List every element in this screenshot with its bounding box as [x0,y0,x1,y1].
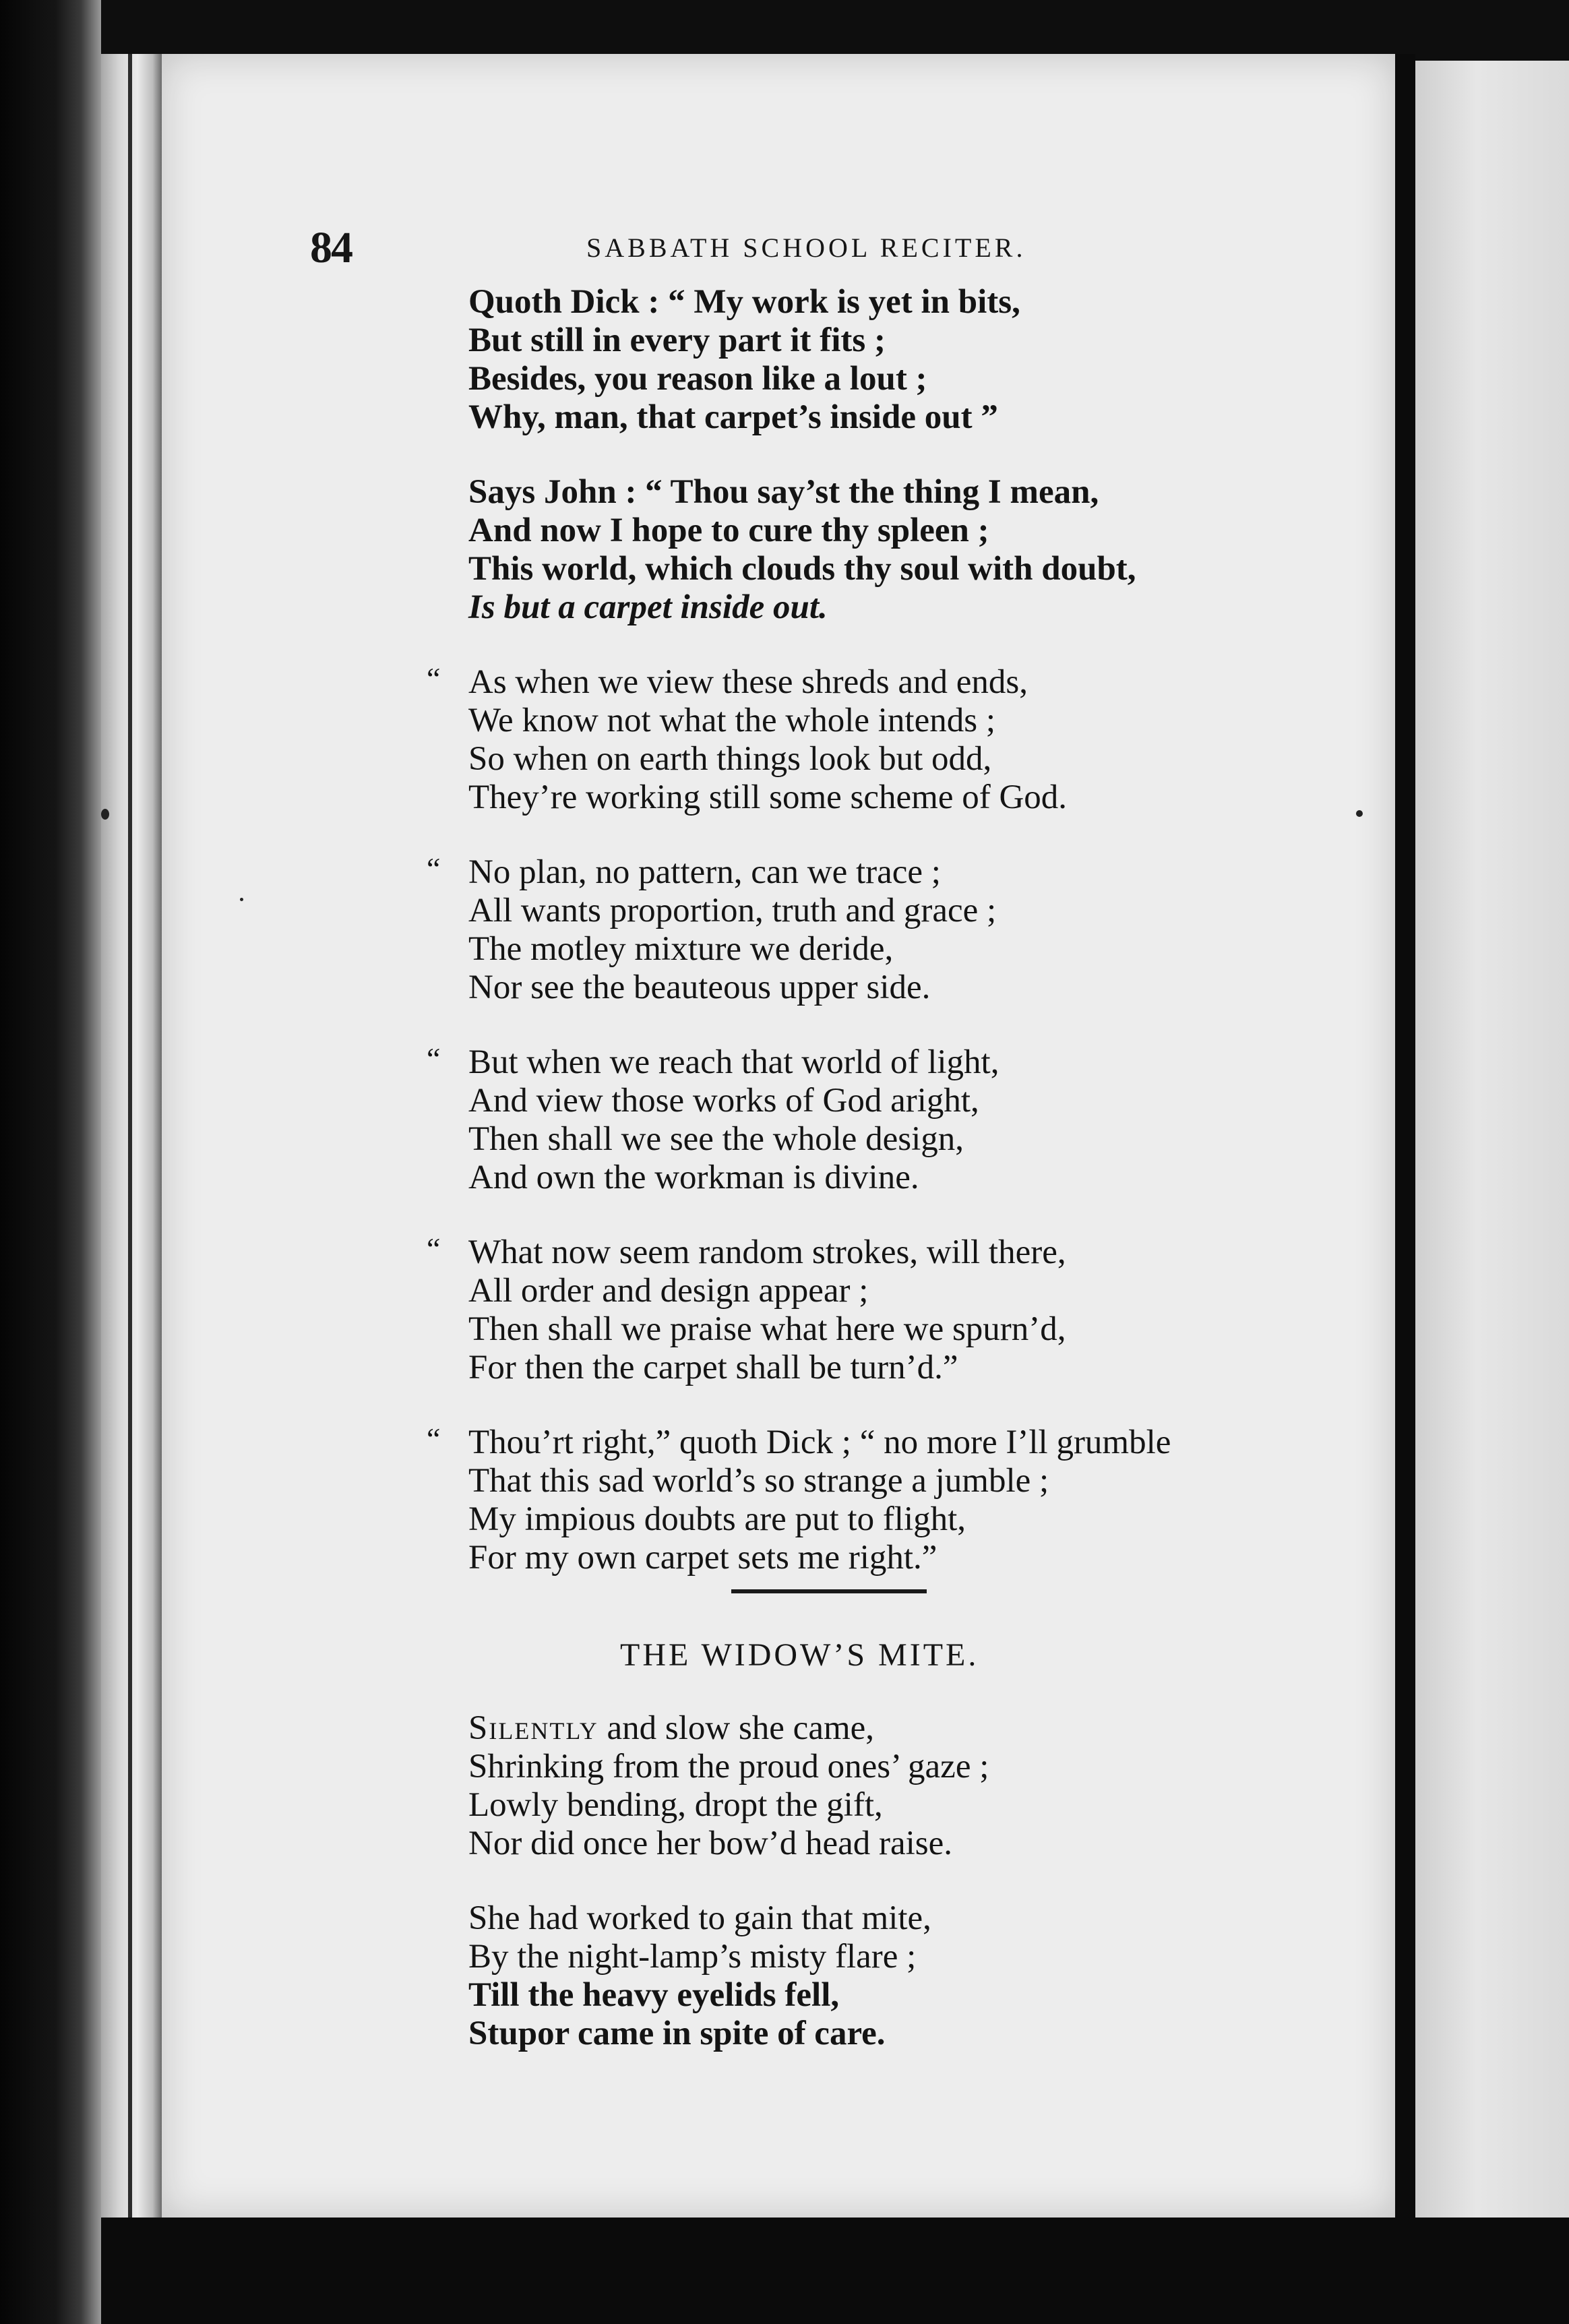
section-divider [731,1589,927,1593]
verse-line: She had worked to gain that mite, [468,1899,931,1937]
first-line-rest: and slow she came, [598,1709,875,1747]
verse-line: All wants proportion, truth and grace ; [468,892,997,929]
verse-line: Nor see the beauteous upper side. [468,969,931,1006]
stanza [427,1231,1372,1387]
verse-line: Lowly bending, dropt the gift, [468,1786,883,1824]
stanza [427,851,1372,1007]
verse-line: This world, which clouds thy soul with doubt, [468,550,1136,588]
page-gutter [1395,54,1415,2218]
verse-line: Why, man, that carpet’s inside out ” [468,398,998,436]
verse-line: Besides, you reason like a lout ; [468,360,927,398]
verse-line: But when we reach that world of light, [468,1043,999,1081]
verse-line: My impious doubts are put to flight, [468,1500,966,1538]
verse-line: That this sad world’s so strange a jumble ; [468,1462,1049,1500]
verse-line: By the night-lamp’s misty flare ; [468,1938,917,1976]
stanza [427,1041,1372,1197]
spine-edge-line [128,54,132,2271]
opening-quote: “ [427,1421,441,1456]
verse-line: No plan, no pattern, can we trace ; [468,853,941,891]
verse-line: And own the workman is divine. [468,1159,919,1196]
scan-speck [1356,810,1363,817]
verse-line: For then the carpet shall be turn’d.” [468,1349,958,1386]
section-title: THE WIDOW’S MITE. [620,1637,979,1673]
verse-line: Thou’rt right,” quoth Dick ; “ no more I’ll grumble [468,1424,1171,1461]
verse-line: Then shall we praise what here we spurn’d, [468,1310,1066,1348]
opening-quote: “ [427,1041,441,1076]
poem-carpet [427,283,1372,1614]
verse-line: For my own carpet sets me right.” [468,1539,937,1577]
italic-line: Is but a carpet inside out. [468,588,828,626]
verse-line: All order and design appear ; [468,1272,869,1310]
stanza [427,661,1372,817]
verse-line: As when we view these shreds and ends, [468,663,1028,701]
verse-line: The motley mixture we deride, [468,930,894,968]
stanza [468,283,1372,437]
opening-quote: “ [427,1231,441,1266]
stanza [427,1421,1372,1577]
verse-line: But still in every part it fits ; [468,322,886,359]
verse-line: Says John : “ Thou say’st the thing I mean, [468,473,1099,511]
page-number: 84 [310,223,352,272]
verse-line: We know not what the whole intends ; [468,702,996,739]
verse-line: What now seem random strokes, will there, [468,1233,1066,1271]
verse-line: And view those works of God aright, [468,1082,979,1120]
verse-line: Till the heavy eyelids fell, [468,1976,840,2014]
scan-border-bottom [101,2218,1569,2324]
running-title: SABBATH SCHOOL RECITER. [586,233,1026,263]
verse-line: Shrinking from the proud ones’ gaze ; [468,1748,989,1785]
verse-line: They’re working still some scheme of God. [468,778,1068,816]
verse-line: Nor did once her bow’d head raise. [468,1825,952,1862]
verse-line: And now I hope to cure thy spleen ; [468,512,989,549]
stanza [468,1709,1372,1863]
poem-widows-mite [468,1709,1372,2089]
stanza [468,473,1372,627]
scan-border-left [0,0,101,2324]
stanza [468,1899,1372,2053]
verse-line [468,1709,1372,1748]
page-header [310,222,1152,283]
drop-word: Silently [468,1709,598,1747]
verse-line [468,588,1372,627]
scan-speck [240,898,243,901]
verse-line: Quoth Dick : “ My work is yet in bits, [468,283,1020,321]
opening-quote: “ [427,851,441,886]
opening-quote: “ [427,661,441,696]
verse-line: So when on earth things look but odd, [468,740,992,778]
scan-speck [101,809,109,820]
verse-line: Stupor came in spite of care. [468,2015,886,2052]
verse-line: Then shall we see the whole design, [468,1120,964,1158]
facing-page-edge [1415,61,1569,2218]
